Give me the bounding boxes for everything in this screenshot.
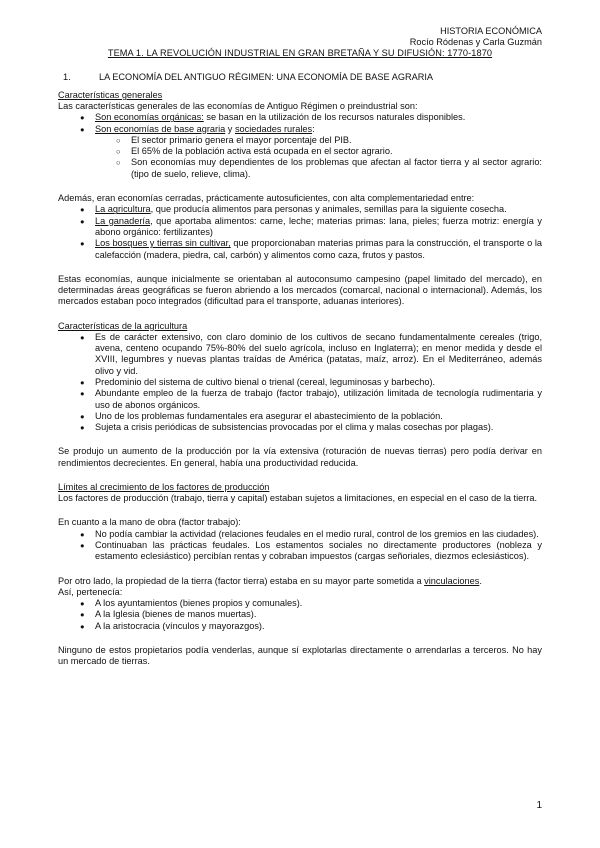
list-item: ● La agricultura, que producía alimentos para personas y animales, semillas para la siguiente cosecha. [58,204,542,215]
paragraph: Las características generales de las economías de Antiguo Régimen o preindustrial son: [58,101,418,111]
paragraph: Estas economías, aunque inicialmente se orientaban al autoconsumo campesino (papel limitado del mercado), en determinadas áreas geográficas se fueron abriendo a los mercados (comarcal, nacional o internacional). Además, los mercados estaban poco integrados (dificultad para el transporte, aduanas interiores). [58,273,542,307]
paragraph: Ninguno de estos propietarios podía venderlas, aunque sí explotarlas directamente o arrendarlas a terceros. No hay un mercado de tierras. [58,644,542,667]
list-item: ● La ganadería, que aportaba alimentos: carne, leche; materias primas: lana, pieles; fuerza motriz: energía y abono orgánico: fertilizantes) [58,216,542,239]
page-number: 1 [536,800,542,811]
subheading-caracteristicas: Características generales [58,90,163,100]
bullet-list [58,332,542,434]
list-item: ○ Son economías muy dependientes de los problemas que afectan al factor tierra y al sector agrario: (tipo de suelo, relieve, clima). [58,157,542,180]
list-item: ● Es de carácter extensivo, con claro dominio de los cultivos de secano fundamentalmente cereales (trigo, avena, centeno ocupando 75%-80% del suelo agrícola, incluso en Inglaterra); en menor medida y desde el XVIII, legumbres y nuevas plantas traídas de América (patatas, maíz, arroz). En el Mediterráneo, además olivo y vid. [58,332,542,377]
list-item: ● Predominio del sistema de cultivo bienal o trienal (cereal, leguminosas y barbecho). [58,377,542,388]
list-item: ● Los bosques y tierras sin cultivar, que proporcionaban materias primas para la construcción, el transporte o la calefacción (madera, piedra, cal, carbón) y alimentos como caza, frutos y pastos. [58,238,542,261]
list-item: ● A los ayuntamientos (bienes propios y comunales). [58,598,542,609]
paragraph: Se produjo un aumento de la producción por la vía extensiva (roturación de nuevas tierras) pero podía derivar en rendimientos decrecientes. En general, había una productividad reducida. [58,446,542,468]
list-item: ● Uno de los problemas fundamentales era asegurar el abastecimiento de la población. [58,411,542,422]
document-page [58,26,542,668]
list-item: ○ El 65% de la población activa está ocupada en el sector agrario. [58,146,542,157]
list-item: ● Continuaban las prácticas feudales. Los estamentos sociales no directamente productores (nobleza y estamento eclesiástico) percibían rentas y cobraban impuestos (cargas señoriales, diezmos eclesiásticos). [58,540,542,563]
paragraph: Por otro lado, la propiedad de la tierra (factor tierra) estaba en su mayor parte sometida a vinculaciones. [58,575,482,586]
list-item: ● Son economías de base agraria y sociedades rurales: ○ El sector primario genera el mayor porcentaje del PIB. ○ El 65% de la población activa está ocupada en el sector agrario. ○ Son economías muy dependientes de los problemas que afectan al factor tierra y al sector agrario: (tipo de suelo, relieve, clima). [58,124,542,180]
document-title: TEMA 1. LA REVOLUCIÓN INDUSTRIAL EN GRAN BRETAÑA Y SU DIFUSIÓN: 1770-1870 [107,48,493,58]
paragraph: Los factores de producción (trabajo, tierra y capital) estaban sujetos a limitaciones, en especial en el caso de la tierra. [58,493,538,504]
list-item: ● Son economías orgánicas: se basan en la utilización de los recursos naturales disponibles. [58,112,542,123]
bullet-list [58,529,542,563]
list-item: ○ El sector primario genera el mayor porcentaje del PIB. [58,135,542,146]
header-authors: Rocío Ródenas y Carla Guzmán [409,37,542,47]
subheading-limites: Límites al crecimiento de los factores de producción [58,482,270,493]
paragraph: Así, pertenecía: [58,586,123,597]
list-item: ● Abundante empleo de la fuerza de trabajo (factor trabajo), utilización limitada de tecnología rudimentaria y uso de abonos orgánicos. [58,388,542,411]
paragraph: En cuanto a la mano de obra (factor trabajo): [58,517,241,528]
list-item: ● No podía cambiar la actividad (relaciones feudales en el medio rural, control de los gremios en las ciudades). [58,529,542,540]
list-item: ● Sujeta a crisis periódicas de subsistencias provocadas por el clima y malas cosechas por plagas). [58,422,542,433]
bullet-list [58,204,542,260]
bullet-list [58,598,542,632]
list-item: ● A la Iglesia (bienes de manos muertas). [58,609,542,620]
section-heading [63,72,542,82]
paragraph: Además, eran economías cerradas, prácticamente autosuficientes, con alta complementariedad entre: [58,193,475,204]
section-number: 1. [63,72,71,82]
subheading-agricultura: Características de la agricultura [58,320,188,331]
header-course: HISTORIA ECONÓMICA [440,26,542,36]
list-item: ● A la aristocracia (vínculos y mayorazgos). [58,621,542,632]
bullet-list [58,112,542,180]
sub-list [58,135,542,180]
section-title: LA ECONOMÍA DEL ANTIGUO RÉGIMEN: UNA ECONOMÍA DE BASE AGRARIA [99,72,434,82]
